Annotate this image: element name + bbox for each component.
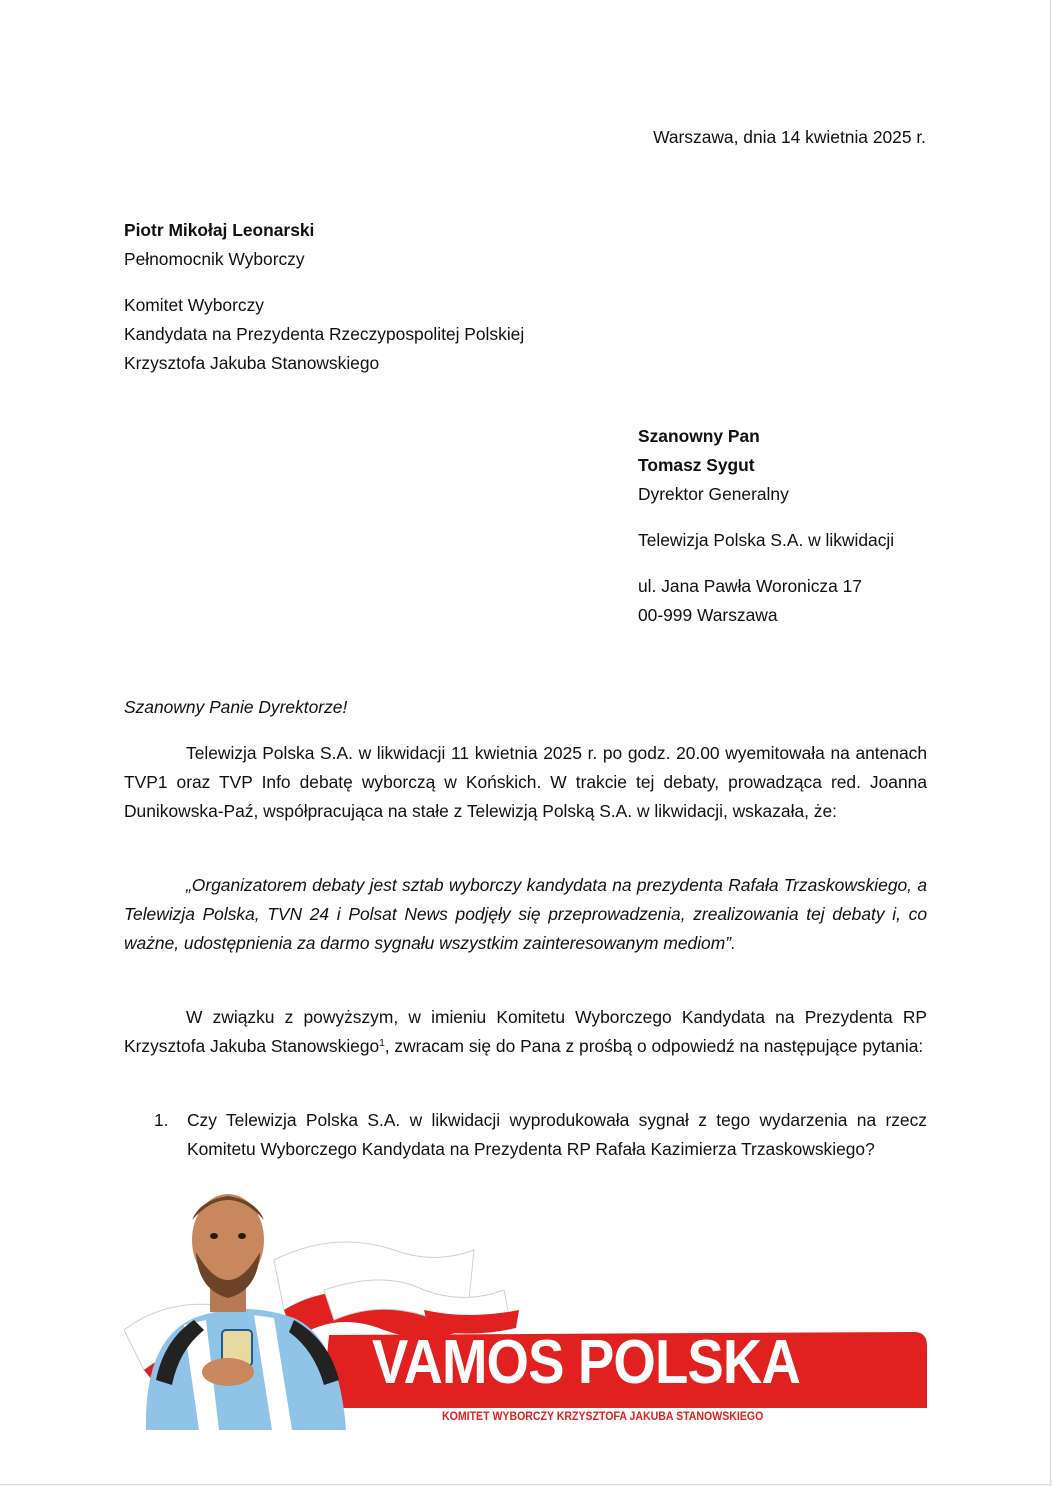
recipient-street: ul. Jana Pawła Woronicza 17	[638, 576, 862, 596]
recipient-city: 00-999 Warszawa	[638, 605, 778, 625]
campaign-banner	[124, 1180, 934, 1430]
committee-line: Krzysztofa Jakuba Stanowskiego	[124, 353, 380, 373]
paragraph-request	[124, 1003, 927, 1061]
committee-line: Komitet Wyborczy	[124, 295, 264, 315]
quote-text: „Organizatorem debaty jest sztab wyborczy kandydata na prezydenta Rafała Trzaskowskiego, a Telewizja Polska, TVN 24 i Polsat News podjęły się przeprowadzenia, zrealizowania tej debaty i, co ważne, udostępnienia za darmo sygnału wszystkim zainteresowanym mediom”.	[124, 875, 927, 953]
banner-title: VAMOS POLSKA	[372, 1328, 800, 1397]
quote-paragraph	[124, 871, 927, 958]
paragraph-request-text: W związku z powyższym, w imieniu Komitetu Wyborczego Kandydata na Prezydenta RP Krzysztofa Jakuba Stanowskiego	[124, 1007, 927, 1056]
greeting: Szanowny Panie Dyrektorze!	[124, 697, 348, 717]
question-text: Czy Telewizja Polska S.A. w likwidacji wyprodukowała sygnał z tego wydarzenia na rzecz Komitetu Wyborczego Kandydata na Prezydenta RP Rafała Kazimierza Trzaskowskiego?	[187, 1110, 927, 1159]
banner-subtitle: KOMITET WYBORCZY KRZYSZTOFA JAKUBA STANOWSKIEGO	[442, 1409, 764, 1423]
recipient-name: Tomasz Sygut	[638, 455, 755, 475]
paragraph-request-text-end: , zwracam się do Pana z prośbą o odpowiedź na następujące pytania:	[384, 1036, 924, 1056]
committee-line: Kandydata na Prezydenta Rzeczypospolitej Polskiej	[124, 324, 525, 344]
paragraph-intro-text: Telewizja Polska S.A. w likwidacji 11 kwietnia 2025 r. po godz. 20.00 wyemitowała na antenach TVP1 oraz TVP Info debatę wyborczą w Końskich. W trakcie tej debaty, prowadząca red. Joanna Dunikowska-Paź, współpracująca na stałe z Telewizją Polską S.A. w likwidacji, wskazała, że:	[124, 743, 927, 821]
list-item	[124, 1106, 927, 1164]
sender-role: Pełnomocnik Wyborczy	[124, 249, 305, 269]
recipient-salutation: Szanowny Pan	[638, 426, 760, 446]
recipient-organization: Telewizja Polska S.A. w likwidacji	[638, 530, 895, 550]
sender-name: Piotr Mikołaj Leonarski	[124, 220, 315, 240]
question-list	[124, 1106, 927, 1164]
recipient-block	[638, 422, 968, 630]
sender-block	[124, 216, 724, 378]
recipient-title: Dyrektor Generalny	[638, 484, 789, 504]
paragraph-intro	[124, 739, 927, 826]
place-date: Warszawa, dnia 14 kwietnia 2025 r.	[653, 127, 926, 147]
question-number: 1.	[154, 1110, 169, 1130]
footnote-mark: 1	[379, 1038, 385, 1049]
